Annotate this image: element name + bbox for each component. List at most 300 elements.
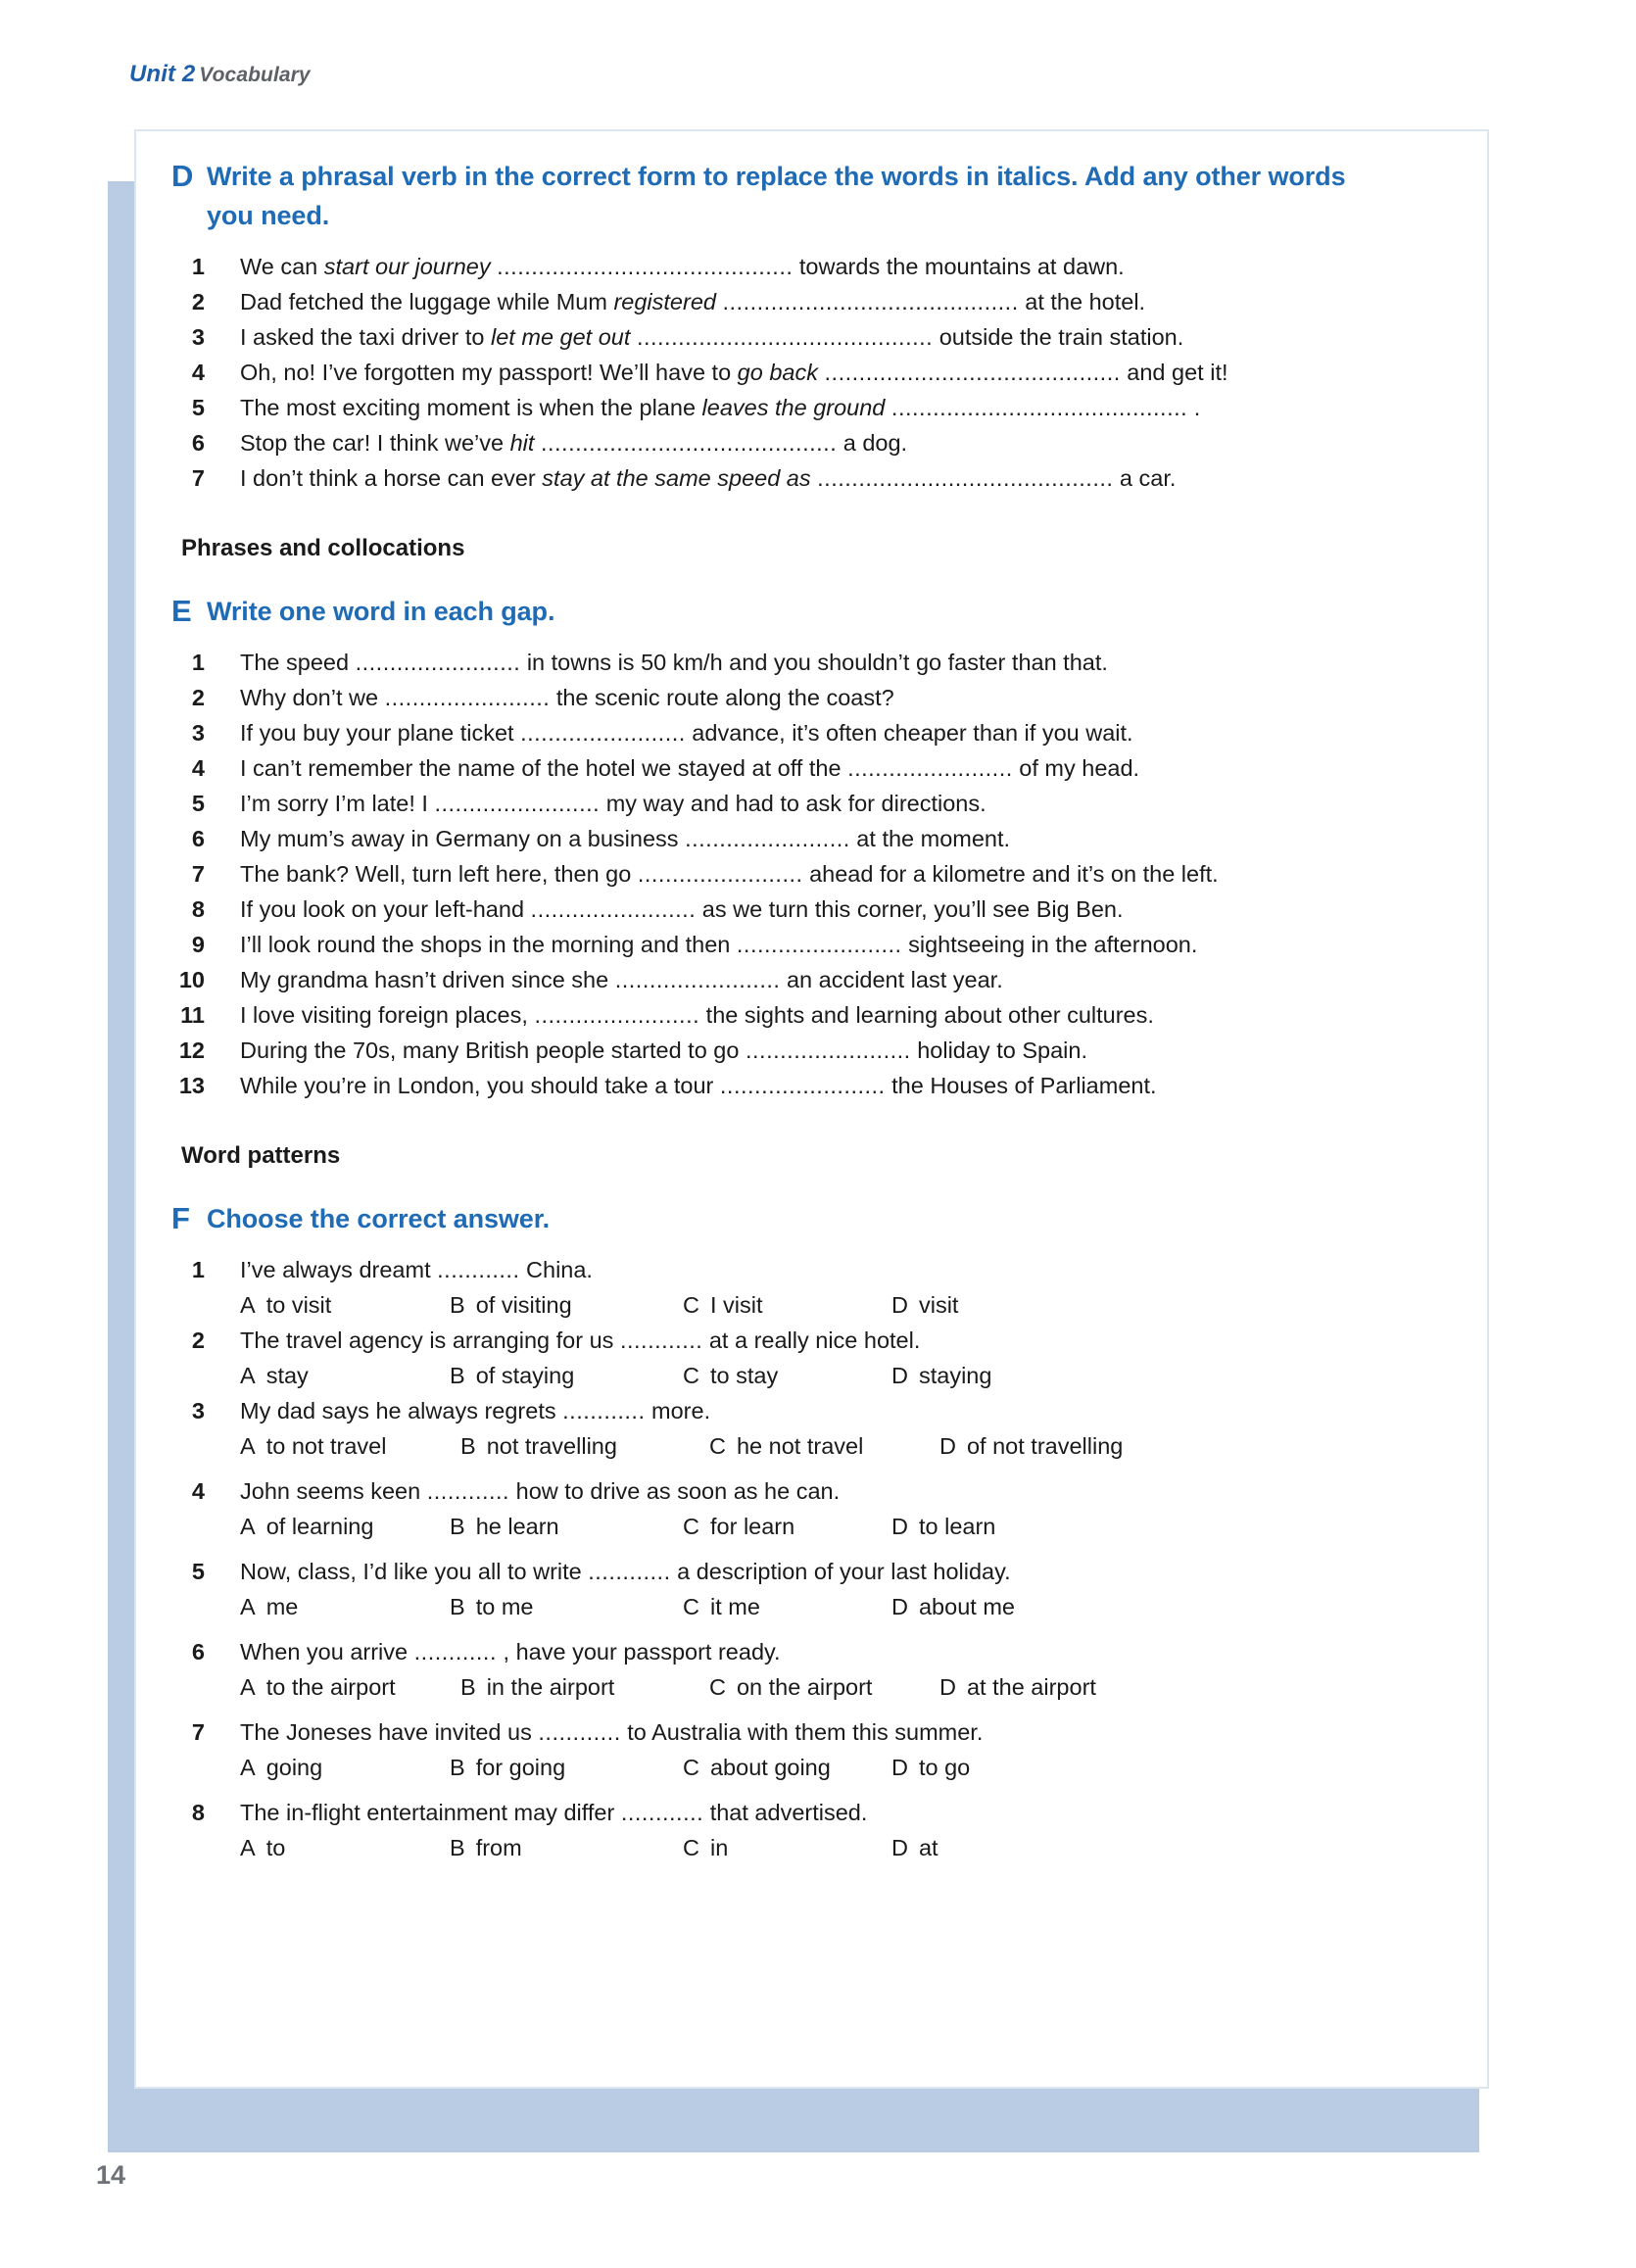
list-item [171, 962, 1465, 997]
item-text [240, 1554, 1465, 1589]
answer-gap[interactable] [825, 360, 1121, 385]
item-text-post: towards the mountains at dawn. [793, 254, 1125, 279]
exercise-d [171, 157, 1465, 496]
item-text [240, 284, 1465, 319]
item-text-post: a car. [1113, 465, 1177, 491]
page-content [171, 157, 1465, 1875]
option-c[interactable] [683, 1589, 891, 1624]
item-text-post: ahead for a kilometre and it’s on the left. [802, 861, 1219, 887]
item-text-post: how to drive as soon as he can. [509, 1478, 841, 1504]
answer-gap[interactable] [538, 1719, 620, 1745]
option-label: C [683, 1514, 699, 1539]
option-label: A [240, 1292, 256, 1318]
option-label: D [891, 1292, 908, 1318]
item-text-post: at a really nice hotel. [702, 1327, 921, 1353]
item-text [240, 1323, 1465, 1358]
item-text-post: to Australia with them this summer. [620, 1719, 984, 1745]
exercise-f-heading [171, 1199, 1465, 1238]
option-c[interactable] [683, 1750, 891, 1785]
option-text: of learning [265, 1514, 374, 1539]
item-text-post: sightseeing in the afternoon. [901, 932, 1198, 957]
option-text: not travelling [486, 1433, 617, 1459]
option-a[interactable] [240, 1750, 450, 1785]
answer-gap[interactable] [541, 430, 837, 456]
item-number: 13 [178, 1073, 205, 1098]
option-text: about me [918, 1594, 1015, 1619]
option-text: to not travel [265, 1433, 387, 1459]
item-text [240, 249, 1465, 284]
option-text: of visiting [475, 1292, 572, 1318]
option-text: at [918, 1835, 938, 1860]
option-text: he not travel [736, 1433, 864, 1459]
item-text-pre: I asked the taxi driver to [240, 324, 492, 350]
item-text-pre: We can [240, 254, 324, 279]
item-text-post: holiday to Spain. [910, 1037, 1087, 1063]
answer-gap[interactable] [615, 967, 781, 992]
item-number: 1 [191, 1257, 205, 1282]
answer-gap[interactable] [434, 791, 600, 816]
item-number: 3 [191, 720, 205, 746]
item-text-post: . [1187, 395, 1201, 420]
option-label: B [460, 1674, 476, 1700]
option-text: he learn [475, 1514, 559, 1539]
item-text-post: and get it! [1120, 360, 1228, 385]
answer-gap[interactable] [534, 1002, 699, 1028]
item-text-post: the scenic route along the coast? [550, 685, 894, 710]
item-text-pre: The bank? Well, turn left here, then go [240, 861, 638, 887]
option-label: A [240, 1594, 256, 1619]
item-text-post: my way and had to ask for directions. [600, 791, 986, 816]
item-number: 7 [191, 465, 205, 491]
option-b[interactable] [450, 1509, 683, 1544]
item-text-post: the Houses of Parliament. [885, 1073, 1157, 1098]
answer-gap[interactable] [746, 1037, 911, 1063]
item-text [240, 460, 1465, 496]
list-item [171, 892, 1465, 927]
item-number: 6 [191, 430, 205, 456]
list-item [171, 680, 1465, 715]
item-text-post: that advertised. [703, 1800, 868, 1825]
item-text-pre: When you arrive [240, 1639, 414, 1665]
option-text: of staying [475, 1363, 575, 1388]
answer-gap[interactable] [588, 1559, 670, 1584]
item-text-pre: My mum’s away in Germany on a business [240, 826, 686, 851]
item-number: 5 [191, 1559, 205, 1584]
option-label: D [891, 1594, 908, 1619]
option-b[interactable] [450, 1358, 683, 1393]
item-text [240, 750, 1465, 786]
answer-gap[interactable] [531, 896, 697, 922]
exercise-d-title: Write a phrasal verb in the correct form to replace the words in italics. Add any other words you need. [207, 162, 1346, 230]
answer-gap[interactable] [437, 1257, 519, 1282]
option-text: to visit [265, 1292, 332, 1318]
exercise-e-items [171, 645, 1465, 1103]
item-text-post: in towns is 50 km/h and you shouldn’t go faster than that. [520, 650, 1108, 675]
item-number: 4 [191, 360, 205, 385]
item-text-pre: I love visiting foreign places, [240, 1002, 535, 1028]
list-item [171, 1393, 1465, 1428]
option-row [171, 1669, 1465, 1705]
list-item [171, 1033, 1465, 1068]
item-text [240, 1068, 1465, 1103]
item-number: 2 [191, 1327, 205, 1353]
item-spacer [171, 1544, 1465, 1554]
option-text: to the airport [265, 1674, 396, 1700]
option-label: D [891, 1363, 908, 1388]
item-text [240, 821, 1465, 856]
option-label: B [450, 1594, 465, 1619]
option-text: to go [918, 1755, 971, 1780]
list-item [171, 1252, 1465, 1287]
item-text-pre: John seems keen [240, 1478, 427, 1504]
option-a[interactable] [240, 1830, 450, 1865]
option-label: C [683, 1755, 699, 1780]
item-number: 1 [191, 254, 205, 279]
item-number: 5 [191, 791, 205, 816]
option-d[interactable] [891, 1830, 938, 1865]
option-label: D [891, 1755, 908, 1780]
answer-gap[interactable] [817, 465, 1113, 491]
option-a[interactable] [240, 1287, 450, 1323]
option-a[interactable] [240, 1428, 460, 1464]
item-text [240, 680, 1465, 715]
item-number: 5 [191, 395, 205, 420]
item-text [240, 997, 1465, 1033]
item-text-pre: Stop the car! I think we’ve [240, 430, 510, 456]
item-number: 4 [191, 755, 205, 781]
item-text-pre: The speed [240, 650, 356, 675]
item-text [240, 390, 1465, 425]
item-text-post: advance, it’s often cheaper than if you wait. [685, 720, 1133, 746]
option-c[interactable] [683, 1358, 891, 1393]
option-text: at the airport [966, 1674, 1096, 1700]
option-d[interactable] [891, 1589, 1015, 1624]
option-b[interactable] [450, 1287, 683, 1323]
list-item [171, 284, 1465, 319]
list-item [171, 1068, 1465, 1103]
item-text [240, 319, 1465, 355]
answer-gap[interactable] [685, 826, 850, 851]
option-label: B [450, 1514, 465, 1539]
list-item [171, 319, 1465, 355]
item-number: 12 [178, 1037, 205, 1063]
answer-gap[interactable] [414, 1639, 497, 1665]
option-d[interactable] [891, 1358, 991, 1393]
option-d[interactable] [939, 1428, 1123, 1464]
item-number: 1 [191, 650, 205, 675]
item-number: 2 [191, 685, 205, 710]
item-text [240, 1714, 1465, 1750]
italic-phrase: let me get out [491, 324, 631, 350]
list-item [171, 1795, 1465, 1830]
option-d[interactable] [891, 1287, 958, 1323]
section-label: Vocabulary [199, 64, 311, 86]
item-text-post: the sights and learning about other cultures. [699, 1002, 1154, 1028]
option-text: in [709, 1835, 729, 1860]
list-item [171, 927, 1465, 962]
option-row [171, 1830, 1465, 1865]
list-item [171, 786, 1465, 821]
option-label: C [683, 1292, 699, 1318]
item-text-pre: My grandma hasn’t driven since she [240, 967, 615, 992]
option-label: B [450, 1835, 465, 1860]
item-number: 9 [191, 932, 205, 957]
exercise-f-letter: F [171, 1201, 190, 1235]
option-a[interactable] [240, 1589, 450, 1624]
item-number: 8 [191, 1800, 205, 1825]
subheading-phrases: Phrases and collocations [181, 535, 465, 561]
option-label: C [683, 1363, 699, 1388]
option-text: going [265, 1755, 323, 1780]
option-text: to me [475, 1594, 534, 1619]
list-item [171, 355, 1465, 390]
item-text-post: China. [519, 1257, 593, 1282]
item-number: 11 [180, 1002, 205, 1028]
running-head [129, 61, 311, 88]
option-row [171, 1428, 1465, 1464]
item-text-pre: While you’re in London, you should take a tour [240, 1073, 720, 1098]
list-item [171, 821, 1465, 856]
list-item [171, 1634, 1465, 1669]
item-number: 4 [191, 1478, 205, 1504]
item-text [240, 927, 1465, 962]
option-d[interactable] [891, 1750, 970, 1785]
option-text: I visit [709, 1292, 763, 1318]
item-text [240, 1393, 1465, 1428]
item-number: 2 [191, 289, 205, 314]
option-text: of not travelling [966, 1433, 1124, 1459]
answer-gap[interactable] [847, 755, 1013, 781]
option-b[interactable] [460, 1428, 709, 1464]
item-text-pre: Dad fetched the luggage while Mum [240, 289, 614, 314]
item-text-pre: During the 70s, many British people started to go [240, 1037, 746, 1063]
item-text [240, 856, 1465, 892]
option-text: to [265, 1835, 286, 1860]
option-label: A [240, 1674, 256, 1700]
option-row [171, 1509, 1465, 1544]
item-text-post: as we turn this corner, you’ll see Big Ben. [696, 896, 1124, 922]
option-b[interactable] [460, 1669, 709, 1705]
option-label: A [240, 1363, 256, 1388]
option-a[interactable] [240, 1358, 450, 1393]
item-spacer [171, 1705, 1465, 1714]
item-spacer [171, 1785, 1465, 1795]
option-label: D [939, 1433, 956, 1459]
option-text: about going [709, 1755, 831, 1780]
list-item [171, 1714, 1465, 1750]
answer-gap[interactable] [520, 720, 686, 746]
answer-gap[interactable] [497, 254, 793, 279]
item-text-pre: I’m sorry I’m late! I [240, 791, 435, 816]
item-number: 7 [191, 1719, 205, 1745]
item-text-pre: The Joneses have invited us [240, 1719, 539, 1745]
item-text-post: an accident last year. [780, 967, 1003, 992]
item-text [240, 645, 1465, 680]
option-label: B [450, 1292, 465, 1318]
item-text-pre: I can’t remember the name of the hotel we stayed at off the [240, 755, 848, 781]
item-text [240, 715, 1465, 750]
italic-phrase: stay at the same speed as [542, 465, 811, 491]
item-text [240, 425, 1465, 460]
item-text-pre: If you buy your plane ticket [240, 720, 521, 746]
option-b[interactable] [450, 1589, 683, 1624]
exercise-d-heading [171, 157, 1465, 235]
item-spacer [171, 1464, 1465, 1473]
italic-phrase: registered [613, 289, 716, 314]
option-text: to stay [709, 1363, 779, 1388]
option-c[interactable] [709, 1669, 939, 1705]
answer-gap[interactable] [891, 395, 1187, 420]
answer-gap[interactable] [621, 1800, 703, 1825]
item-text-pre: My dad says he always regrets [240, 1398, 563, 1424]
option-label: A [240, 1755, 256, 1780]
list-item [171, 750, 1465, 786]
exercise-f-items [171, 1252, 1465, 1875]
option-text: to learn [918, 1514, 996, 1539]
item-text-post: outside the train station. [933, 324, 1184, 350]
option-text: from [475, 1835, 522, 1860]
italic-phrase: go back [737, 360, 818, 385]
item-number: 6 [191, 1639, 205, 1665]
option-c[interactable] [683, 1830, 891, 1865]
list-item [171, 1323, 1465, 1358]
item-text [240, 1252, 1465, 1287]
option-text: it me [709, 1594, 760, 1619]
exercise-e-letter: E [171, 594, 192, 628]
item-text-pre: Why don’t we [240, 685, 385, 710]
italic-phrase: hit [509, 430, 535, 456]
answer-gap[interactable] [385, 685, 551, 710]
item-text-post: at the moment. [849, 826, 1011, 851]
option-a[interactable] [240, 1509, 450, 1544]
option-c[interactable] [683, 1509, 891, 1544]
page-number: 14 [96, 2160, 126, 2190]
option-text: in the airport [486, 1674, 615, 1700]
item-text-pre: Now, class, I’d like you all to write [240, 1559, 589, 1584]
item-number: 3 [191, 324, 205, 350]
item-text-pre: The most exciting moment is when the plane [240, 395, 702, 420]
exercise-e [171, 592, 1465, 1103]
item-text [240, 1634, 1465, 1669]
option-d[interactable] [939, 1669, 1096, 1705]
answer-gap[interactable] [620, 1327, 702, 1353]
option-row [171, 1750, 1465, 1785]
option-d[interactable] [891, 1509, 995, 1544]
item-text-post: more. [645, 1398, 711, 1424]
list-item [171, 1554, 1465, 1589]
answer-gap[interactable] [637, 324, 933, 350]
option-c[interactable] [683, 1287, 891, 1323]
option-text: on the airport [736, 1674, 873, 1700]
answer-gap[interactable] [722, 289, 1018, 314]
item-number: 8 [191, 896, 205, 922]
list-item [171, 249, 1465, 284]
item-text-pre: I don’t think a horse can ever [240, 465, 543, 491]
list-item [171, 715, 1465, 750]
option-label: B [450, 1363, 465, 1388]
exercise-f-title: Choose the correct answer. [207, 1204, 551, 1233]
option-row [171, 1358, 1465, 1393]
list-item [171, 425, 1465, 460]
item-text-post: a dog. [837, 430, 908, 456]
option-text: visit [918, 1292, 959, 1318]
list-item [171, 645, 1465, 680]
option-text: stay [265, 1363, 309, 1388]
item-text-pre: If you look on your left-hand [240, 896, 531, 922]
answer-gap[interactable] [638, 861, 803, 887]
option-label: D [891, 1835, 908, 1860]
answer-gap[interactable] [427, 1478, 509, 1504]
italic-phrase: leaves the ground [701, 395, 886, 420]
item-text-pre: Oh, no! I’ve forgotten my passport! We’ll have to [240, 360, 738, 385]
option-b[interactable] [450, 1830, 683, 1865]
option-text: for learn [709, 1514, 795, 1539]
answer-gap[interactable] [737, 932, 902, 957]
exercise-e-title: Write one word in each gap. [207, 597, 555, 626]
list-item [171, 997, 1465, 1033]
item-text [240, 1033, 1465, 1068]
option-label: D [891, 1514, 908, 1539]
item-text [240, 355, 1465, 390]
item-spacer [171, 1865, 1465, 1875]
list-item [171, 1473, 1465, 1509]
option-label: C [709, 1433, 726, 1459]
subheading-word-patterns: Word patterns [181, 1142, 341, 1169]
list-item [171, 856, 1465, 892]
option-b[interactable] [450, 1750, 683, 1785]
option-row [171, 1287, 1465, 1323]
exercise-d-letter: D [171, 159, 194, 193]
list-item [171, 390, 1465, 425]
answer-gap[interactable] [356, 650, 521, 675]
option-label: C [683, 1594, 699, 1619]
item-text-post: , have your passport ready. [497, 1639, 781, 1665]
item-number: 6 [191, 826, 205, 851]
item-text [240, 892, 1465, 927]
item-text [240, 1473, 1465, 1509]
item-number: 7 [191, 861, 205, 887]
option-label: D [939, 1674, 956, 1700]
exercise-f [171, 1199, 1465, 1875]
option-a[interactable] [240, 1669, 460, 1705]
list-item [171, 460, 1465, 496]
item-text-pre: The travel agency is arranging for us [240, 1327, 620, 1353]
item-text-post: a description of your last holiday. [670, 1559, 1011, 1584]
exercise-e-heading [171, 592, 1465, 631]
item-text [240, 962, 1465, 997]
option-label: A [240, 1433, 256, 1459]
answer-gap[interactable] [720, 1073, 886, 1098]
option-label: A [240, 1835, 256, 1860]
option-text: staying [918, 1363, 992, 1388]
item-text-post: at the hotel. [1018, 289, 1146, 314]
option-label: A [240, 1514, 256, 1539]
option-text: me [265, 1594, 299, 1619]
italic-phrase: start our journey [323, 254, 491, 279]
item-text-pre: I’ll look round the shops in the morning and then [240, 932, 737, 957]
option-label: B [460, 1433, 476, 1459]
item-text [240, 1795, 1465, 1830]
option-label: C [683, 1835, 699, 1860]
item-text-post: of my head. [1012, 755, 1140, 781]
answer-gap[interactable] [562, 1398, 645, 1424]
option-c[interactable] [709, 1428, 939, 1464]
item-number: 10 [178, 967, 205, 992]
option-label: B [450, 1755, 465, 1780]
exercise-d-items [171, 249, 1465, 496]
option-label: C [709, 1674, 726, 1700]
option-text: for going [475, 1755, 566, 1780]
